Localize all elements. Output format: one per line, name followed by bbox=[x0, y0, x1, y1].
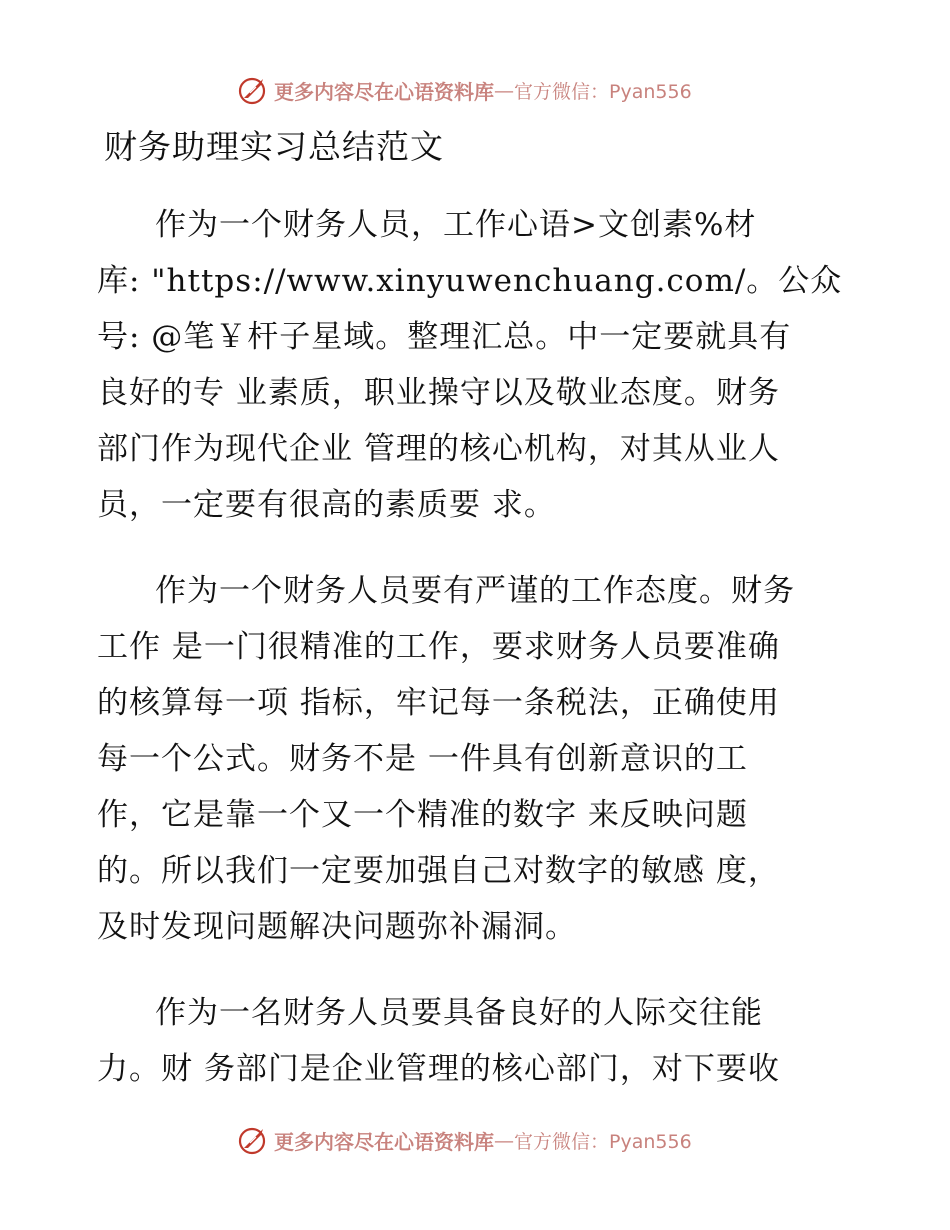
banner-main-text: 更多内容尽在心语资料库 bbox=[274, 79, 494, 104]
paragraph-line: 的核算每一项 指标，牢记每一条税法，正确使用 bbox=[97, 685, 780, 721]
paragraph-line: 力。财 务部门是企业管理的核心部门，对下要收 bbox=[97, 1051, 780, 1087]
banner-dash: — bbox=[494, 1128, 514, 1152]
paragraph-line: 号: @笔￥杆子星域。整理汇总。中一定要就具有 bbox=[97, 319, 792, 355]
paragraph-1 bbox=[97, 197, 843, 533]
paragraph-line: 库: "https://www.xinyuwenchuang.com/。公众 bbox=[97, 263, 843, 299]
paragraph-line: 工作 是一门很精准的工作，要求财务人员要准确 bbox=[97, 629, 780, 665]
document-title: 财务助理实习总结范文 bbox=[104, 127, 444, 166]
banner-dash: — bbox=[494, 78, 514, 102]
paragraph-line: 作为一名财务人员要具备良好的人际交往能 bbox=[155, 995, 763, 1031]
paragraph-2 bbox=[97, 563, 837, 955]
paragraph-line: 部门作为现代企业 管理的核心机构，对其从业人 bbox=[97, 431, 780, 467]
paragraph-line: 作为一个财务人员要有严谨的工作态度。财务 bbox=[155, 573, 795, 609]
paragraph-line: 每一个公式。财务不是 一件具有创新意识的工 bbox=[97, 741, 748, 777]
footer-banner bbox=[236, 1122, 692, 1158]
paragraph-3 bbox=[97, 985, 837, 1097]
paragraph-line: 良好的专 业素质，职业操守以及敬业态度。财务 bbox=[97, 375, 780, 411]
paragraph-line: 员，一定要有很高的素质要 求。 bbox=[97, 487, 556, 523]
paragraph-line: 作，它是靠一个又一个精准的数字 来反映问题 bbox=[97, 797, 748, 833]
quill-pen-logo-icon bbox=[236, 1124, 268, 1156]
banner-sub-text: 官方微信：Pyan556 bbox=[514, 1130, 692, 1153]
quill-pen-logo-icon bbox=[236, 74, 268, 106]
paragraph-line: 及时发现问题解决问题弥补漏洞。 bbox=[97, 909, 577, 945]
paragraph-line: 的。所以我们一定要加强自己对数字的敏感 度， bbox=[97, 853, 780, 889]
paragraph-line: 作为一个财务人员，工作心语>文创素%材 bbox=[155, 207, 757, 243]
banner-sub-text: 官方微信：Pyan556 bbox=[514, 80, 692, 103]
banner-main-text: 更多内容尽在心语资料库 bbox=[274, 1129, 494, 1154]
header-banner bbox=[236, 72, 692, 108]
